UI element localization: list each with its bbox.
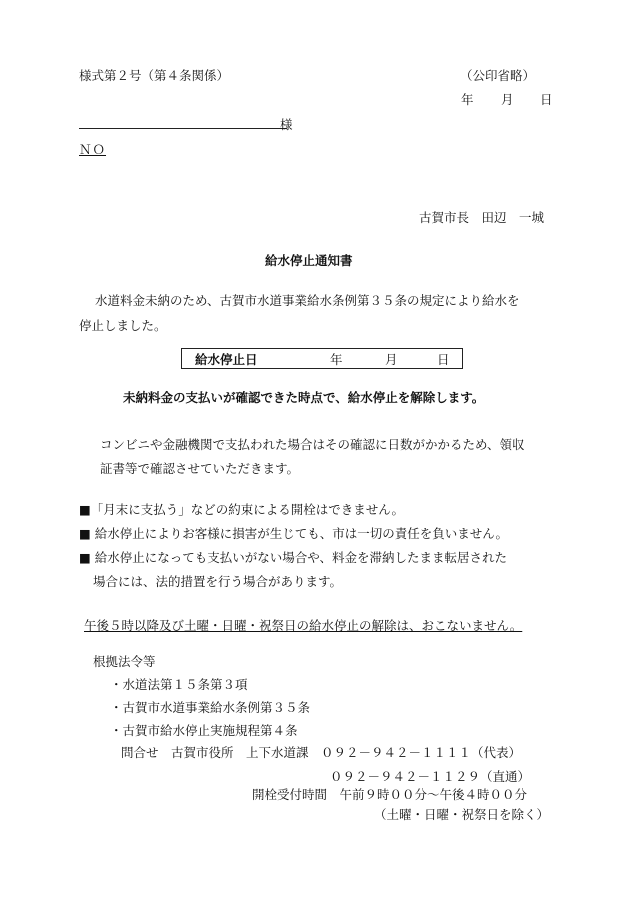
acceptance-hours: 開栓受付時間 午前９時００分～午後４時００分	[252, 787, 528, 802]
body-line-2: 停止しました。	[79, 318, 167, 333]
legal-basis-item: ・古賀市水道事業給水条例第３５条	[110, 700, 311, 715]
legal-basis-item: ・古賀市給水停止実施規程第４条	[110, 723, 298, 738]
legal-basis-item: ・水道法第１５条第３項	[110, 677, 248, 692]
bullet-promise: ■「月末に支払う」などの約束による開栓はできません。	[79, 502, 405, 517]
seal-omitted-note: （公印省略）	[460, 68, 536, 83]
stop-date-year: 年	[330, 352, 343, 367]
receipt-note-line-1: コンビニや金融機関で支払われた場合はその確認に日数がかかるため、領収	[100, 437, 525, 452]
date-month: 月	[501, 92, 514, 107]
body-line-1: 水道料金未納のため、古賀市水道事業給水条例第３５条の規定により給水を	[95, 293, 520, 308]
stop-date-day: 日	[437, 352, 450, 367]
reference-number-label: ＮＯ	[79, 142, 107, 157]
form-number: 様式第２号（第４条関係）	[79, 68, 230, 83]
release-notice: 未納料金の支払いが確認できた時点で、給水停止を解除します。	[123, 390, 485, 405]
addressee-line	[79, 128, 287, 129]
legal-basis-heading: 根拠法令等	[93, 654, 156, 669]
addressee-suffix: 様	[280, 117, 293, 132]
contact-line-main: 問合せ 古賀市役所 上下水道課 ０９２－９４２－１１１１（代表）	[121, 745, 522, 760]
stop-date-month: 月	[385, 352, 398, 367]
after-hours-notice: 午後５時以降及び土曜・日曜・祝祭日の給水停止の解除は、おこないません。	[84, 618, 523, 633]
bullet-legal-action: ■ 給水停止になっても支払いがない場合や、料金を滞納したまま転居された	[79, 550, 508, 565]
acceptance-exclusion: （土曜・日曜・祝祭日を除く）	[374, 807, 550, 822]
contact-line-direct: ０９２－９４２－１１２９（直通）	[330, 769, 531, 784]
receipt-note-line-2: 証書等で確認させていただきます。	[100, 461, 300, 476]
date-day: 日	[540, 92, 553, 107]
date-year: 年	[461, 92, 474, 107]
document-title: 給水停止通知書	[265, 253, 353, 268]
issuer-name: 古賀市長 田辺 一城	[419, 210, 545, 225]
stop-date-label: 給水停止日	[195, 352, 258, 367]
bullet-legal-action-cont: 場合には、法的措置を行う場合があります。	[93, 574, 343, 589]
bullet-liability: ■ 給水停止によりお客様に損害が生じても、市は一切の責任を負いません。	[79, 526, 509, 541]
